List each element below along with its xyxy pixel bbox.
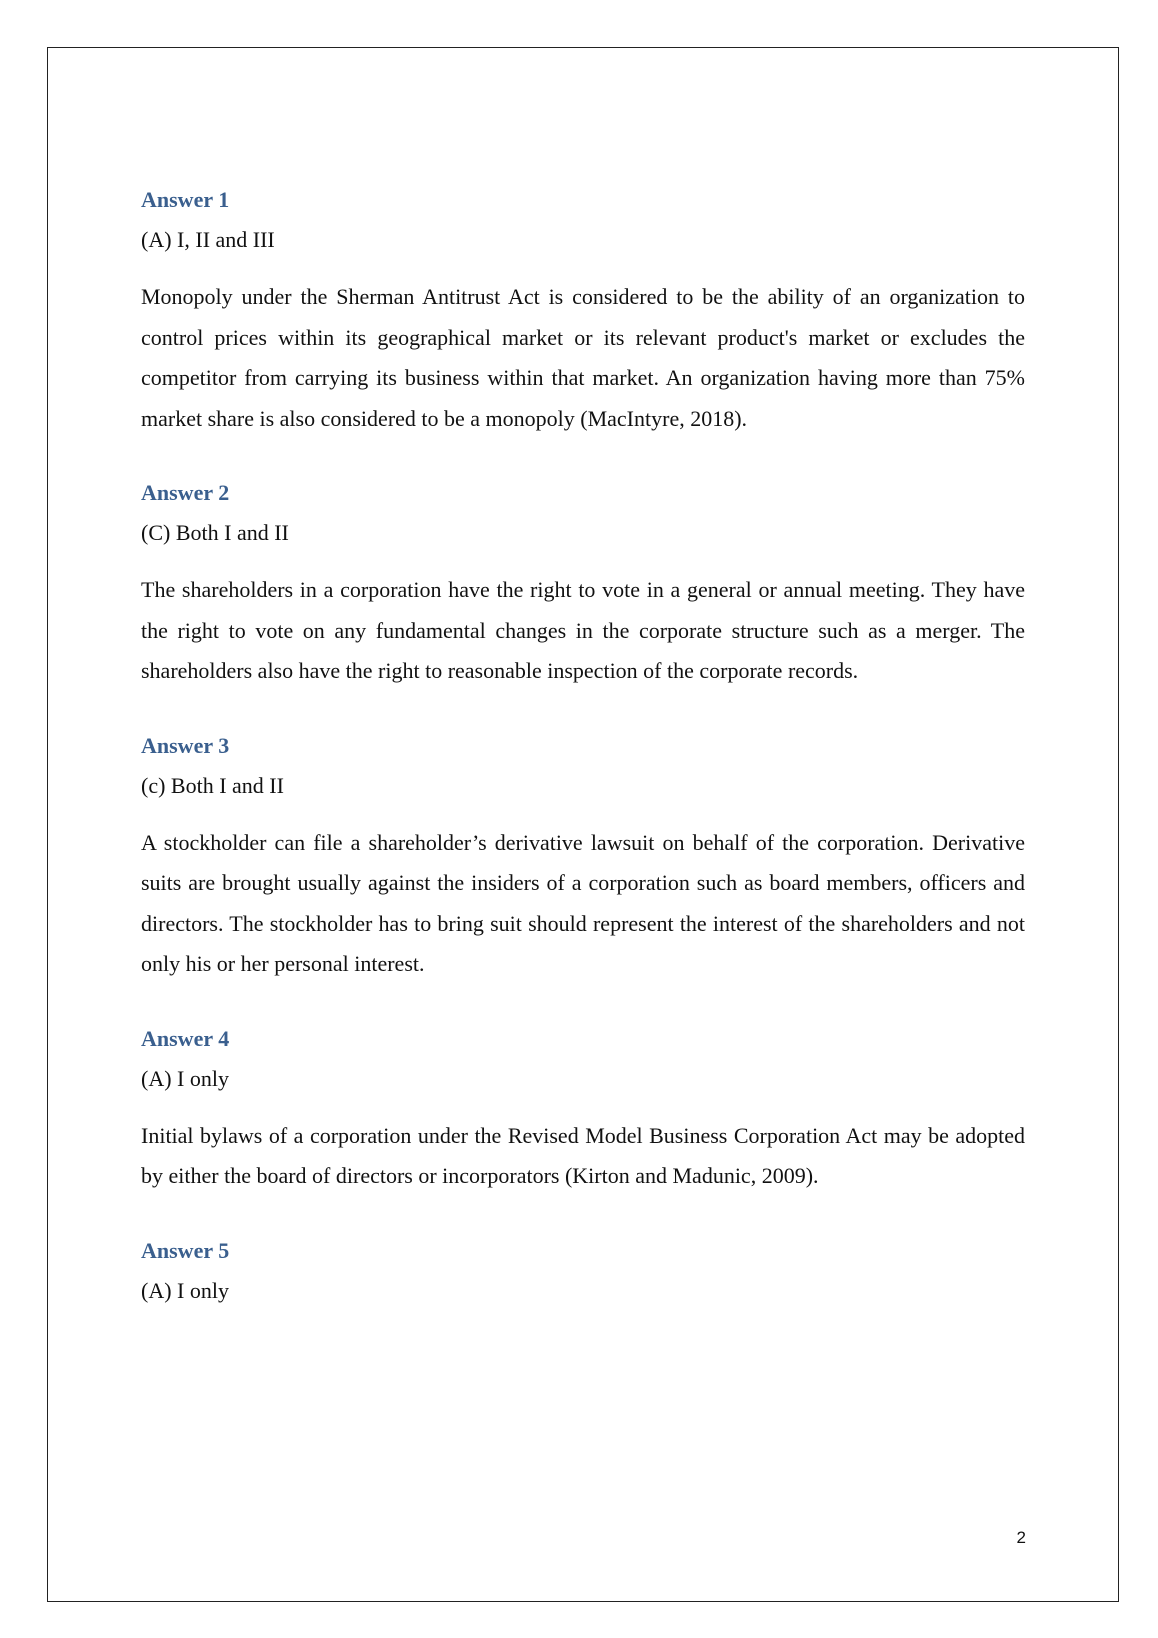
answer-block-4 (141, 1023, 1025, 1197)
answer-choice: (A) I only (141, 1277, 229, 1303)
answer-body: Initial bylaws of a corporation under the Revised Model Business Corporation Act may be adopted by either the board of directors or incorporators (Kirton and Madunic, 2009). (141, 1122, 1025, 1188)
answer-heading: Answer 5 (141, 1237, 230, 1263)
answer-choice: (A) I only (141, 1065, 229, 1091)
answer-body: The shareholders in a corporation have the right to vote in a general or annual meeting. They have the right to vote on any fundamental changes in the corporate structure such as a merger. The shareholders also have the right to reasonable inspection of the corporate records. (141, 577, 1025, 683)
answer-block-1 (141, 184, 1025, 439)
answer-heading: Answer 4 (141, 1025, 230, 1051)
answer-block-3 (141, 730, 1025, 985)
answer-heading: Answer 3 (141, 732, 230, 758)
answer-choice: (A) I, II and III (141, 227, 275, 252)
document-content (141, 184, 1025, 1345)
answer-choice: (c) Both I and II (141, 772, 284, 798)
answer-body: A stockholder can file a shareholder’s derivative lawsuit on behalf of the corporation. Derivative suits are brought usually against the insiders of a corporation such as board members, officers and directors. The stockholder has to bring suit should represent the interest of the shareholders and not only his or her personal interest. (141, 829, 1025, 976)
answer-heading: Answer 1 (141, 187, 230, 212)
answer-body: Monopoly under the Sherman Antitrust Act is considered to be the ability of an organization to control prices within its geographical market or its relevant product's market or excludes the competitor from carrying its business within that market. An organization having more than 75% market share is also considered to be a monopoly (MacIntyre, 2018). (141, 284, 1025, 431)
answer-choice: (C) Both I and II (141, 520, 289, 545)
answer-block-5 (141, 1235, 1025, 1307)
answer-block-2 (141, 477, 1025, 692)
answer-heading: Answer 2 (141, 480, 230, 505)
page-number: 2 (1016, 1528, 1026, 1547)
